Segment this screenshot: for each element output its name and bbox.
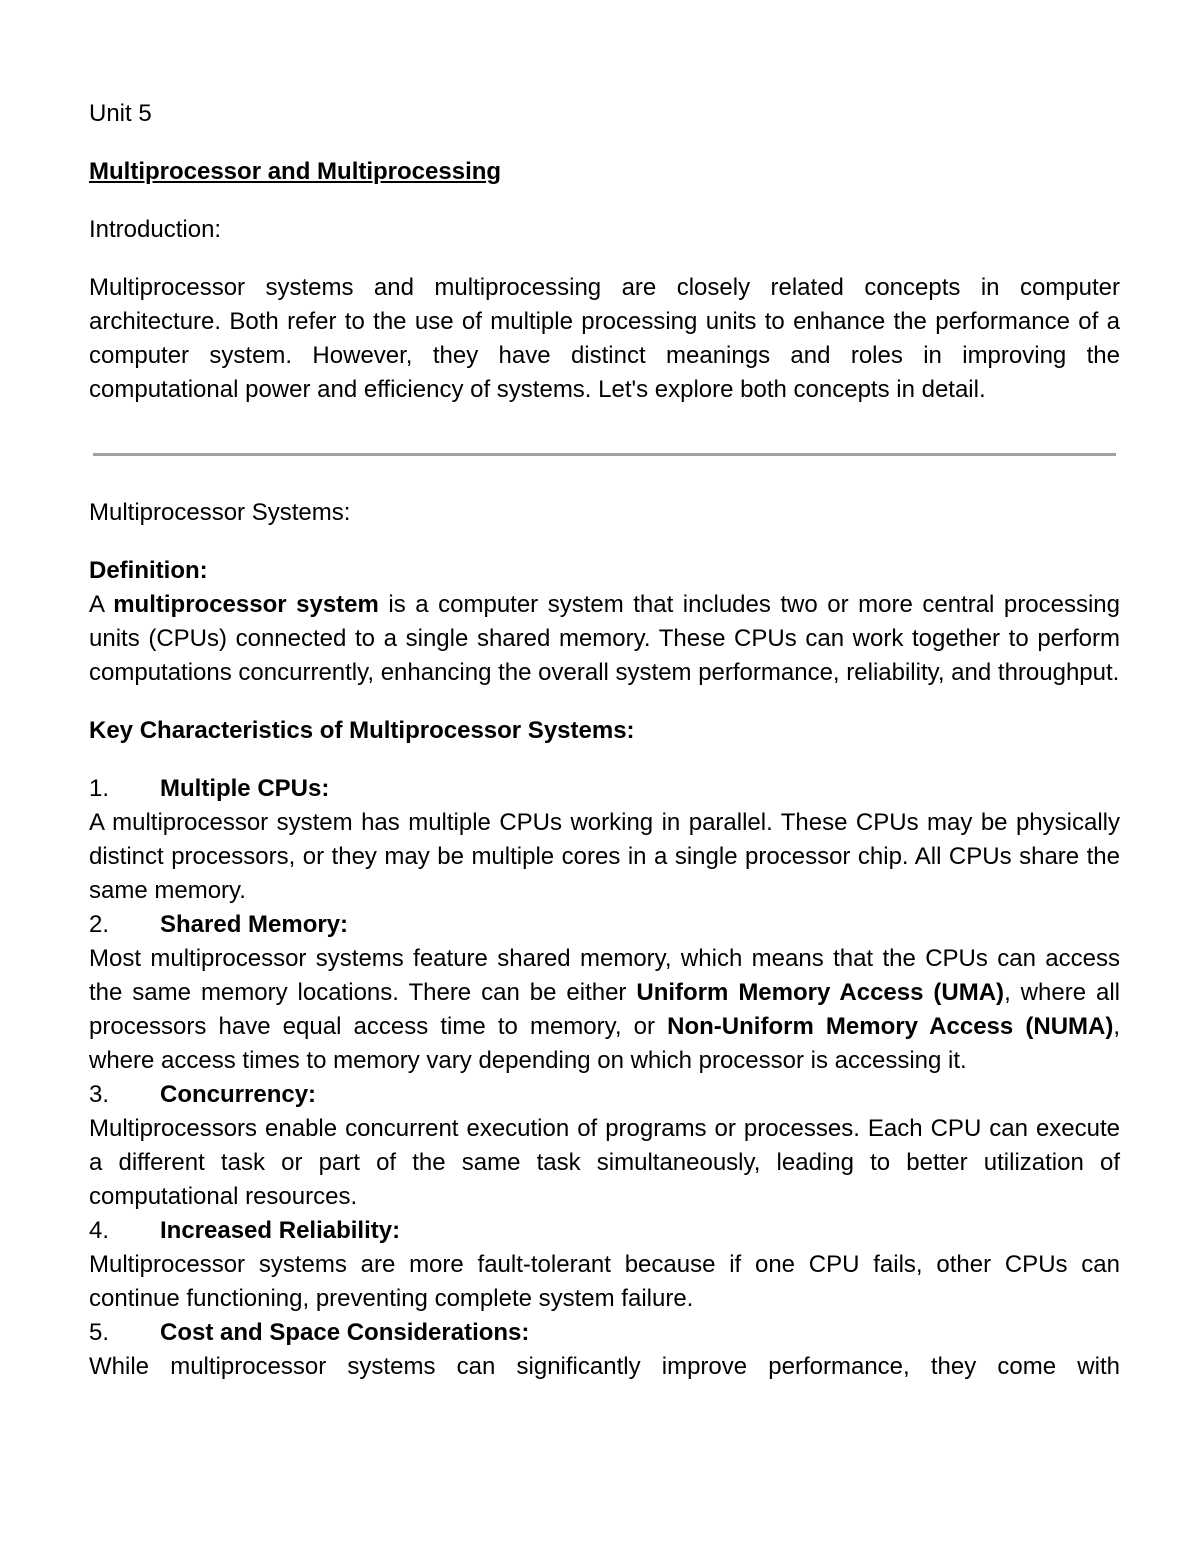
text-segment: , where all processors have equal access time to memory, or (89, 979, 1121, 1040)
document-page (89, 97, 1120, 1384)
list-item-header (89, 772, 1120, 806)
list-item-header (89, 1316, 1120, 1350)
section-label: Multiprocessor Systems: (89, 499, 351, 526)
definition-paragraph (89, 588, 1120, 690)
page-title: Multiprocessor and Multiprocessing (89, 158, 502, 185)
list-item-title: Increased Reliability: (160, 1217, 401, 1244)
list-item (89, 1316, 1120, 1384)
uma-term: Uniform Memory Access (UMA) (636, 979, 1005, 1006)
list-item-header (89, 908, 1120, 942)
list-item (89, 1214, 1120, 1316)
list-item (89, 772, 1120, 908)
list-item-number: 5. (89, 1319, 110, 1346)
list-item-number: 1. (89, 775, 110, 802)
unit-label: Unit 5 (89, 100, 152, 127)
list-item-text (89, 942, 1120, 1078)
text-segment: Most multiprocessor systems feature shared memory, which means that the CPUs can access the same memory locations. There can be either (89, 945, 1120, 1006)
list-item-title: Shared Memory: (160, 911, 349, 938)
definition-article: A (89, 591, 104, 618)
list-item-number: 2. (89, 911, 110, 938)
numa-term: Non-Uniform Memory Access (NUMA) (667, 1013, 1114, 1040)
characteristics-heading: Key Characteristics of Multiprocessor Systems: (89, 717, 635, 744)
definition-heading: Definition: (89, 557, 208, 584)
list-item-text: Multiprocessor systems are more fault-tolerant because if one CPU fails, other CPUs can continue functioning, preventing complete system failure. (89, 1251, 1120, 1312)
list-item-text: While multiprocessor systems can significantly improve performance, they come with (89, 1353, 1120, 1380)
intro-label: Introduction: (89, 216, 222, 243)
horizontal-divider (93, 453, 1116, 456)
definition-text: is a computer system that includes two or more central processing units (CPUs) connected to a single shared memory. These CPUs can work together to perform computations concurrently, enhancing the overall system performance, reliability, and throughput. (89, 591, 1120, 686)
list-item (89, 1078, 1120, 1214)
list-item-text: Multiprocessors enable concurrent execution of programs or processes. Each CPU can execute a different task or part of the same task simultaneously, leading to better utilization of computational resources. (89, 1115, 1120, 1210)
list-item-header (89, 1078, 1120, 1112)
list-item-text: A multiprocessor system has multiple CPUs working in parallel. These CPUs may be physically distinct processors, or they may be multiple cores in a single processor chip. All CPUs share the same memory. (89, 809, 1120, 904)
list-item (89, 908, 1120, 1078)
list-item-header (89, 1214, 1120, 1248)
text-segment: , where access times to memory vary depending on which processor is accessing it. (89, 1013, 1121, 1074)
list-item-title: Cost and Space Considerations: (160, 1319, 530, 1346)
list-item-number: 4. (89, 1217, 110, 1244)
list-item-number: 3. (89, 1081, 110, 1108)
definition-term: multiprocessor system (113, 591, 379, 618)
list-item-title: Multiple CPUs: (160, 775, 330, 802)
intro-paragraph: Multiprocessor systems and multiprocessing are closely related concepts in computer architecture. Both refer to the use of multiple processing units to enhance the performance of a computer system. However, they have distinct meanings and roles in improving the computational power and efficiency of systems. Let's explore both concepts in detail. (89, 274, 1120, 403)
list-item-title: Concurrency: (160, 1081, 317, 1108)
